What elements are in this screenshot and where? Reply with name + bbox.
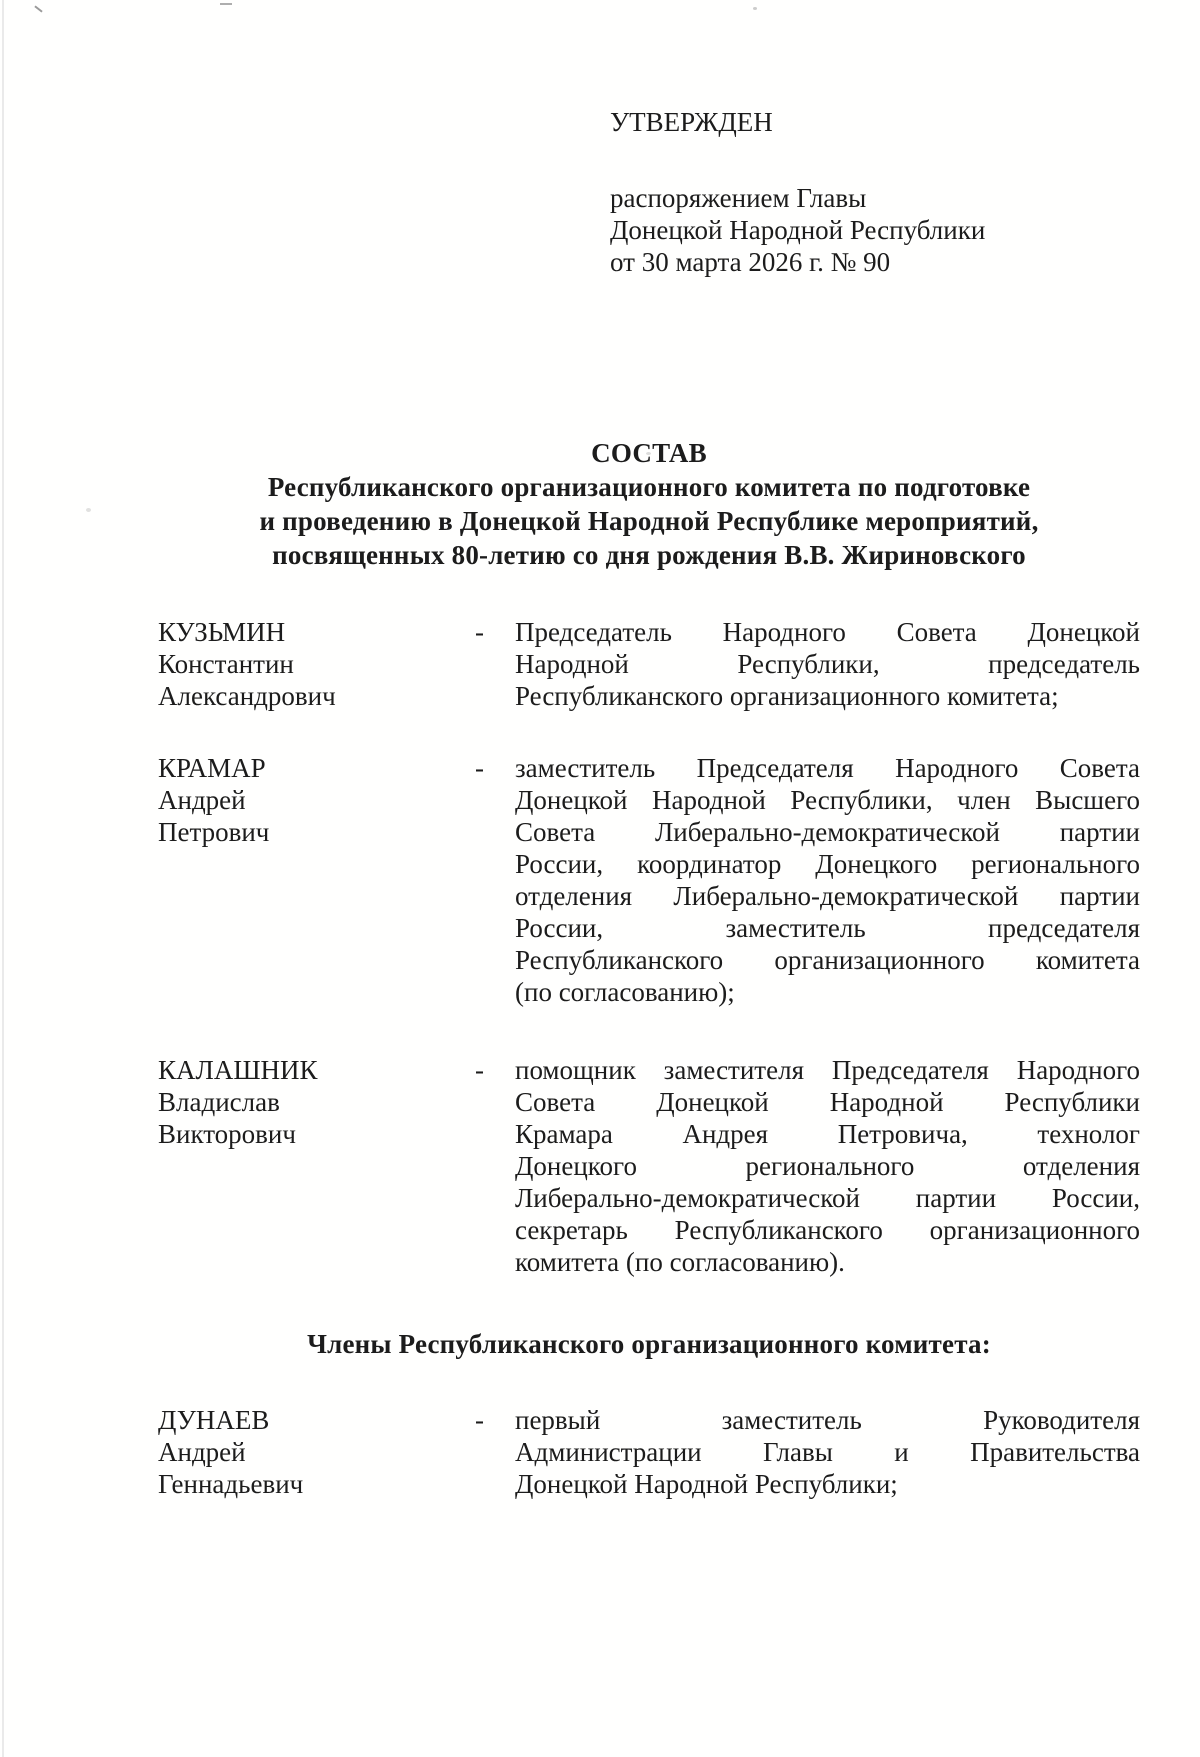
member-surname: КАЛАШНИК bbox=[158, 1055, 318, 1085]
scan-speck bbox=[86, 508, 91, 512]
member-name bbox=[158, 616, 475, 712]
title-line: СОСТАВ bbox=[591, 438, 707, 468]
role-line: комитета (по согласованию). bbox=[515, 1247, 845, 1277]
member-surname: КУЗЬМИН bbox=[158, 617, 286, 647]
approval-date-number: от 30 марта 2026 г. № 90 bbox=[610, 247, 891, 277]
member-first-name: Константин bbox=[158, 649, 294, 679]
approval-line: Донецкой Народной Республики bbox=[610, 215, 986, 245]
member-role bbox=[515, 1054, 1140, 1278]
role-line: Донецкой Народной Республики; bbox=[515, 1469, 898, 1499]
separator-dash: - bbox=[475, 753, 484, 783]
role-line: помощник заместителя Председателя Народного bbox=[515, 1055, 1140, 1085]
member-surname: КРАМАР bbox=[158, 753, 266, 783]
separator-dash: - bbox=[475, 617, 484, 647]
members-section-heading: Члены Республиканского организационного комитета: bbox=[307, 1329, 991, 1359]
member-first-name: Владислав bbox=[158, 1087, 280, 1117]
role-line: Донецкого регионального отделения bbox=[515, 1151, 1140, 1181]
document-title bbox=[158, 436, 1140, 572]
committee-entry bbox=[158, 1054, 1140, 1278]
member-role bbox=[515, 616, 1140, 712]
role-line: секретарь Республиканского организационного bbox=[515, 1215, 1140, 1245]
scan-speck bbox=[220, 3, 232, 5]
approval-block bbox=[610, 106, 1140, 278]
member-first-name: Андрей bbox=[158, 785, 246, 815]
role-line: России, заместитель председателя bbox=[515, 913, 1140, 943]
member-patronymic: Петрович bbox=[158, 817, 270, 847]
scan-edge-artifact bbox=[2, 0, 4, 1757]
role-line: Донецкой Народной Республики, член Высшего bbox=[515, 785, 1140, 815]
member-role bbox=[515, 1404, 1140, 1500]
member-name bbox=[158, 1404, 475, 1500]
role-line: Председатель Народного Совета Донецкой bbox=[515, 617, 1140, 647]
role-line: Народной Республики, председатель bbox=[515, 649, 1140, 679]
role-line: Либерально-демократической партии России, bbox=[515, 1183, 1140, 1213]
member-patronymic: Александрович bbox=[158, 681, 336, 711]
member-name bbox=[158, 752, 475, 848]
approval-line: распоряжением Главы bbox=[610, 183, 867, 213]
member-name bbox=[158, 1054, 475, 1150]
role-line: Республиканского организационного комитета bbox=[515, 945, 1140, 975]
title-line: Республиканского организационного комитета по подготовке bbox=[267, 472, 1031, 502]
separator-dash: - bbox=[475, 1055, 484, 1085]
role-line: Крамара Андрея Петровича, технолог bbox=[515, 1119, 1140, 1149]
role-line: отделения Либерально-демократической партии bbox=[515, 881, 1140, 911]
member-role bbox=[515, 752, 1140, 1008]
role-line: первый заместитель Руководителя bbox=[515, 1405, 1140, 1435]
scan-speck bbox=[646, 452, 651, 455]
committee-entry bbox=[158, 752, 1140, 1008]
scan-speck bbox=[753, 7, 757, 10]
member-patronymic: Геннадьевич bbox=[158, 1469, 304, 1499]
committee-entry bbox=[158, 1404, 1140, 1500]
member-first-name: Андрей bbox=[158, 1437, 246, 1467]
scan-speck bbox=[34, 5, 42, 12]
role-line: Совета Либерально-демократической партии bbox=[515, 817, 1140, 847]
role-line: (по согласованию); bbox=[515, 977, 735, 1007]
role-line: Администрации Главы и Правительства bbox=[515, 1437, 1140, 1467]
role-line: Совета Донецкой Народной Республики bbox=[515, 1087, 1140, 1117]
approval-status: УТВЕРЖДЕН bbox=[610, 107, 773, 137]
title-line: и проведению в Донецкой Народной Республике мероприятий, bbox=[259, 506, 1039, 536]
committee-entry bbox=[158, 616, 1140, 712]
separator-dash: - bbox=[475, 1405, 484, 1435]
committee-entries bbox=[158, 616, 1140, 1500]
role-line: Республиканского организационного комитета; bbox=[515, 681, 1059, 711]
role-line: России, координатор Донецкого регионального bbox=[515, 849, 1140, 879]
title-line: посвященных 80-летию со дня рождения В.В. Жириновского bbox=[272, 540, 1026, 570]
member-patronymic: Викторович bbox=[158, 1119, 296, 1149]
member-surname: ДУНАЕВ bbox=[158, 1405, 270, 1435]
role-line: заместитель Председателя Народного Совета bbox=[515, 753, 1140, 783]
